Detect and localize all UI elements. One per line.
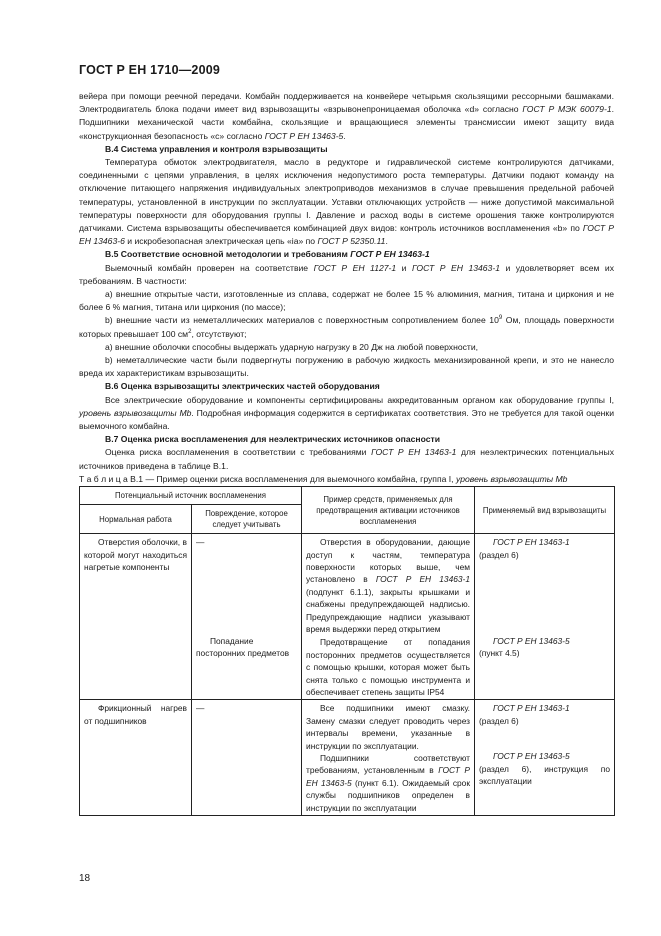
table-cell: Фрикционный нагрев от подшипников bbox=[80, 700, 192, 816]
table-cell: — Попадание посторонних предметов bbox=[192, 534, 302, 700]
list-item: b) внешние части из неметаллических материалов с поверхностным сопротивлением более $10^9$ Ом, площадь поверхности которых превышает 100 $см^2$, отсутствуют; bbox=[79, 315, 614, 339]
table-header-normal: Нормальная работа bbox=[80, 505, 192, 534]
section-heading-b7: В.7 Оценка риска воспламенения для неэлектрических источников опасности bbox=[105, 434, 440, 445]
document-body bbox=[79, 90, 614, 816]
document-header: ГОСТ Р ЕН 1710—2009 bbox=[79, 63, 221, 77]
list-item: а) внешние открытые части, изготовленные из сплава, содержат не более 15 % алюминия, магния, титана и циркония и не более 6 % магния, титана или циркония (по массе); bbox=[79, 289, 614, 313]
paragraph: Оценка риска воспламенения в соответствии с требованиями ГОСТ Р ЕН 13463-1 для неэлектрических потенциальных источников приведена в таблице В.1. bbox=[79, 447, 615, 471]
table-header-protection-type: Применяемый вид взрывозащиты bbox=[475, 487, 615, 534]
paragraph: вейера при помощи реечной передачи. Комбайн поддерживается на конвейере четырьмя скользящими рессорными башмаками. Электродвигатель блока подачи имеет вид взрывозащиты «взрывонепроницаемая оболочка «d» согласно ГОСТ Р МЭК 60079-1. Подшипники механической части комбайна, скользящие и вращающиеся элементы трансмиссии имеют защиту вида «конструкционная безопасность «с» согласно ГОСТ Р ЕН 13463-5. bbox=[79, 91, 614, 141]
section-heading-b4: В.4 Система управления и контроля взрывозащиты bbox=[105, 143, 328, 154]
table-row bbox=[80, 700, 615, 816]
table-row bbox=[80, 534, 615, 700]
section-heading-b6: В.6 Оценка взрывозащиты электрических частей оборудования bbox=[105, 381, 380, 392]
table-cell: ГОСТ Р ЕН 13463-1 (раздел 6) ГОСТ Р ЕН 13463-5 (пункт 4.5) bbox=[475, 534, 615, 700]
table-cell: Отверстия в оборудовании, дающие доступ к частям, температура поверхности которых выше, чем установлено в ГОСТ Р ЕН 13463-1 (подпункт 6.1.1), закрыты крышками и снабжены предупреждающей надписью. Предупреждающие надписи указывают время выдержки перед открытием Предотвращение от попадания посторонних предметов осуществляется с помощью крышки, которая может быть снята только с помощью инструмента и обеспечивает степень защиты IP54 bbox=[302, 534, 475, 700]
table-cell: Отверстия оболочки, в которой могут находиться нагретые компоненты bbox=[80, 534, 192, 700]
list-item: а) внешние оболочки способны выдержать ударную нагрузку в 20 Дж на любой поверхности, bbox=[105, 341, 479, 352]
table-cell: Все подшипники имеют смазку. Замену смазки следует проводить через интервалы времени, указанные в инструкции по эксплуатации. Подшипники соответствуют требованиям, установленным в ГОСТ Р ЕН 13463-5 (пункт 6.1). Ожидаемый срок службы подшипников определен в инструкции по эксплуатации bbox=[302, 700, 475, 816]
table-header-group: Потенциальный источник воспламенения bbox=[80, 487, 302, 505]
table-cell: — bbox=[192, 700, 302, 816]
section-heading-b5: В.5 Соответствие основной методологии и требованиям ГОСТ Р ЕН 13463-1 bbox=[105, 249, 430, 260]
list-item: b) неметаллические части были подвергнуты погружению в рабочую жидкость механизированной крепи, и это не нанесло вреда их характеристикам взрывозащиты. bbox=[79, 355, 614, 379]
table-cell: ГОСТ Р ЕН 13463-1 (раздел 6) ГОСТ Р ЕН 13463-5 (раздел 6), инструкция по эксплуатации bbox=[475, 700, 615, 816]
page-number: 18 bbox=[79, 873, 91, 884]
table-header-measures: Пример средств, применяемых для предотвращения активации источников воспламенения bbox=[302, 487, 475, 534]
risk-assessment-table bbox=[79, 486, 615, 816]
table-caption: Т а б л и ц а В.1 — Пример оценки риска воспламенения для выемочного комбайна, группа I, уровень взрывозащиты Mb bbox=[79, 473, 568, 484]
paragraph: Температура обмоток электродвигателя, масло в редукторе и гидравлической системе контролируются датчиками, соединенными с цепями управления, в целях исключения недопустимого роста температуры. Датчики подают команду на отключение питающего напряжения индивидуальных электроприводов механизмов в случае превышения предельной рабочей температуры, установленной в инструкции по эксплуатации. Уставки отключающих устройств — ниже допустимой максимальной температуры поверхности для оборудования группы I. Давление и расход воды в системе орошения также контролируются датчиками. Система взрывозащиты обеспечивается комбинацией двух видов: контроль источников воспламенения «b» по ГОСТ Р ЕН 13463-6 и искробезопасная электрическая цепь «ia» по ГОСТ Р 52350.11. bbox=[79, 157, 614, 247]
paragraph: Выемочный комбайн проверен на соответствие ГОСТ Р ЕН 1127-1 и ГОСТ Р ЕН 13463-1 и удовлетворяет всем их требованиям. В частности: bbox=[79, 262, 614, 286]
paragraph: Все электрические оборудование и компоненты сертифицированы аккредитованным органом как оборудование группы I, уровень взрывозащиты Mb. Подробная информация содержится в сертификатах соответствия. Это не требуется для такой оценки выемочного комбайна. bbox=[79, 394, 614, 432]
table-header-damage: Повреждение, которое следует учитывать bbox=[192, 505, 302, 534]
